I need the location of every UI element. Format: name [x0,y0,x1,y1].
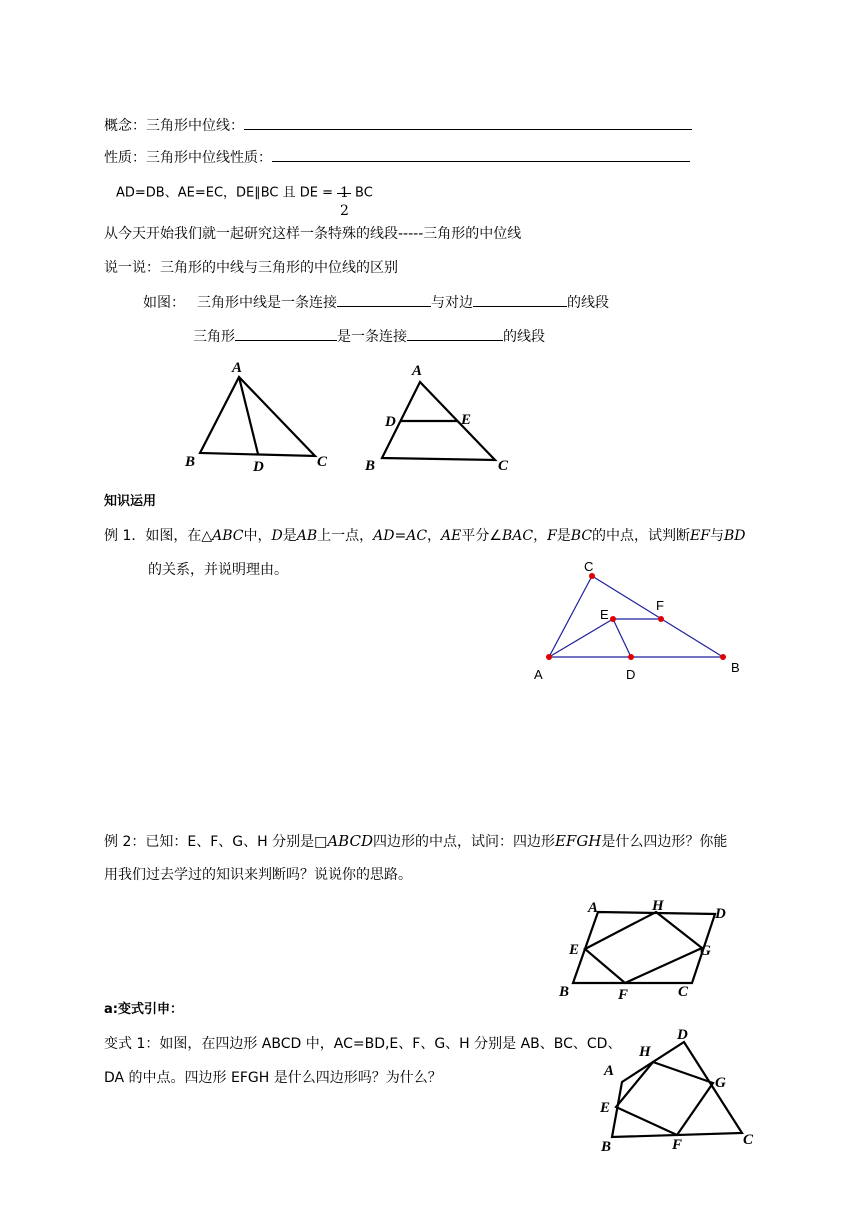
label-a: A [604,1063,615,1079]
ex1-text: 中， [243,528,272,544]
fraction-half [337,176,351,219]
label-a: A [412,363,423,379]
fraction-numerator: 1 [340,185,349,201]
label-a: A [588,900,599,916]
ex1-var: AE [441,528,462,544]
ex2-text: 例 2：已知：E、F、G、H 分别是 [104,834,315,850]
ex1-text: 的中点，试判断 [592,528,691,544]
parallelogram-abcd [573,912,715,983]
label-b: B [731,660,740,675]
midline-part1: 三角形 [193,329,235,345]
label-c: C [317,454,328,470]
variant1-figure [595,1025,765,1155]
ex2-text: 是什么四边形？你能 [601,834,728,850]
label-g: G [715,1075,726,1091]
example2-line1 [104,832,727,851]
label-c: C [678,984,689,1000]
midline-definition [193,326,545,346]
variant-title: a:变式引申： [104,1002,183,1017]
ex1-var: BAC [501,528,534,544]
label-h: H [652,898,664,914]
example1-line2: 的关系，并说明理由。 [148,562,288,578]
ex1-text: 上一点， [317,528,374,544]
property-line [104,147,690,167]
point-a [546,654,552,660]
midline-blank-2[interactable] [407,326,503,341]
midline-formula [116,176,373,219]
ex1-text: 是 [556,528,571,544]
label-f: F [656,598,664,613]
label-d: D [677,1027,688,1043]
ex1-var: BD [723,528,746,544]
ex1-text: 例 1．如图，在△ [104,528,213,544]
concept-line [104,115,692,135]
label-c: C [584,559,594,574]
ex1-var: ABC [212,528,244,544]
label-e: E [600,1100,611,1116]
label-b: B [601,1139,612,1155]
example1-line1 [104,527,746,545]
concept-label: 概念：三角形中位线： [104,118,244,134]
label-a: A [232,360,243,376]
ex1-var: AD=AC [373,528,428,544]
point-b [720,654,726,660]
property-label: 性质：三角形中位线性质： [104,150,272,166]
ex1-var: F [547,528,557,544]
midline-triangle-figure [362,360,522,478]
label-b: B [559,984,570,1000]
triangle-abc [200,377,315,456]
median-triangle-figure [180,355,340,480]
ex2-var: EFGH [554,832,602,850]
ex1-text: ， [427,528,442,544]
point-f [658,616,664,622]
label-h: H [639,1044,651,1060]
ex2-text: 四边形的中点，试问：四边形 [372,834,555,850]
discuss-text: 说一说：三角形的中线与三角形的中位线的区别 [104,260,398,276]
median-part1: 三角形中线是一条连接 [197,295,337,311]
median-definition [143,292,609,312]
label-c: C [498,458,509,474]
example1-figure [530,560,750,685]
median-part3: 的线段 [567,295,609,311]
label-d: D [385,414,396,430]
ex1-text: 是 [282,528,297,544]
ex1-var: D [271,528,283,544]
ex1-text: ， [533,528,548,544]
fraction-denominator: 2 [340,203,349,219]
median-part2: 与对边 [431,295,473,311]
intro-text: 从今天开始我们就一起研究这样一条特殊的线段-----三角形的中位线 [104,226,522,242]
property-blank[interactable] [272,147,690,162]
label-d: D [253,459,264,475]
variant1-line1: 变式 1：如图，在四边形 ABCD 中，AC=BD,E、F、G、H 分别是 AB、BC、CD、 [104,1036,622,1052]
ex1-var: AB [296,528,318,544]
median-prefix: 如图： [143,295,185,311]
midline-part3: 的线段 [503,329,545,345]
median-ad [239,377,258,454]
label-e: E [600,607,609,622]
ex1-text: 平分∠ [461,528,502,544]
segment-ed [613,619,631,657]
concept-blank[interactable] [244,115,692,130]
formula-right: BC [355,185,373,201]
ex2-var: ABCD [327,832,373,850]
label-f: F [618,987,629,1003]
ex1-text: 与 [709,528,724,544]
ex1-var: BC [570,528,593,544]
label-a: A [534,667,543,682]
example2-line2: 用我们过去学过的知识来判断吗？说说你的思路。 [104,867,412,883]
point-e [610,616,616,622]
label-c: C [743,1132,754,1148]
section-title: 知识运用 [104,494,157,509]
quadrilateral-efgh [616,1062,713,1135]
label-b: B [365,458,376,474]
triangle-abc [549,576,723,657]
parallelogram-symbol: □ [314,834,328,850]
label-e: E [461,412,472,428]
example2-figure [550,895,735,1005]
label-e: E [569,942,580,958]
label-f: F [672,1137,683,1153]
label-d: D [715,906,726,922]
point-d [628,654,634,660]
label-d: D [626,667,636,682]
median-blank-1[interactable] [337,292,431,307]
formula-left: AD=DB、AE=EC，DE∥BC 且 DE = [116,185,334,201]
ex1-var: EF [690,528,710,544]
label-g: G [700,943,711,959]
midline-part2: 是一条连接 [337,329,407,345]
midline-blank-1[interactable] [235,326,337,341]
quadrilateral-efgh [585,912,702,983]
variant1-line2: DA 的中点。四边形 EFGH 是什么四边形吗？为什么？ [104,1070,442,1086]
median-blank-2[interactable] [473,292,567,307]
label-b: B [185,454,196,470]
